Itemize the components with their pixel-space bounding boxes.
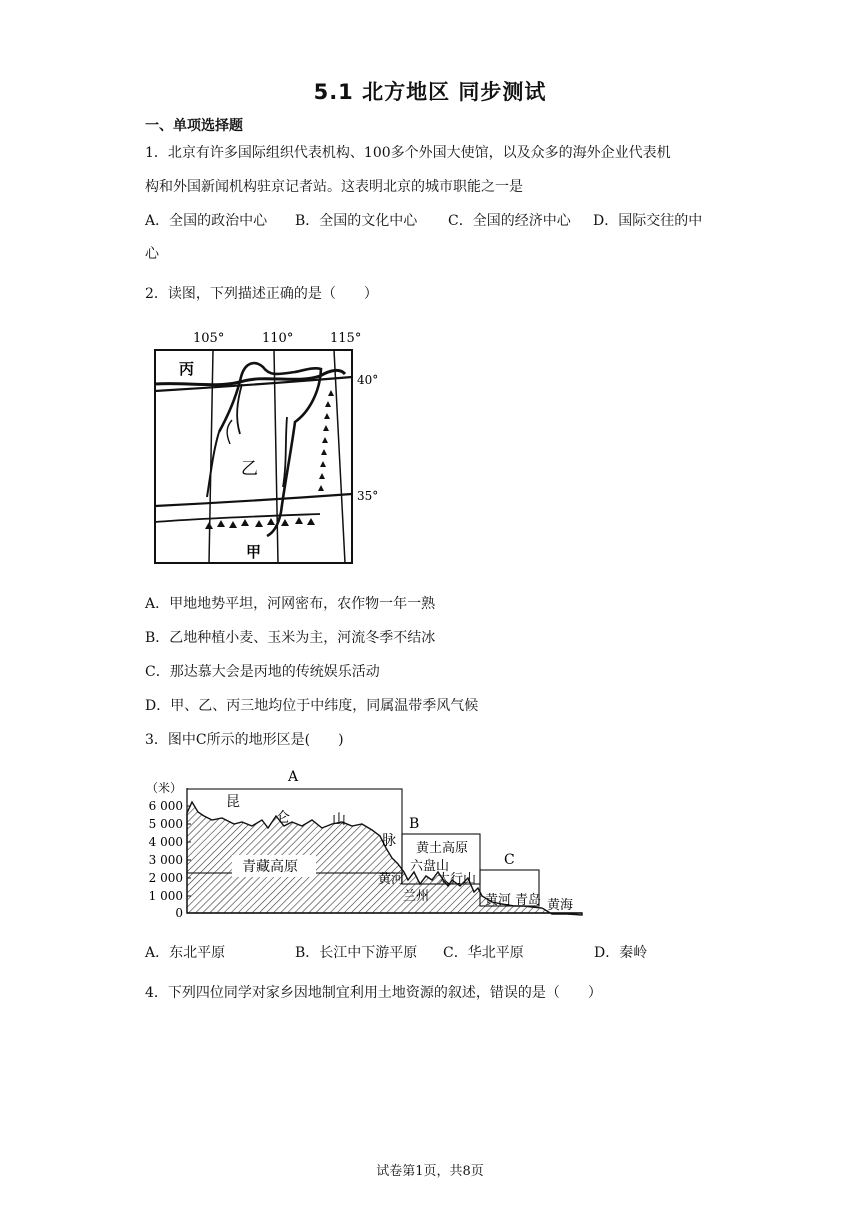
page-title: 5.1 北方地区 同步测试 [313, 80, 547, 104]
huanghai-label: 黄海 [547, 898, 574, 913]
q3-option-a[interactable]: A．东北平原 [145, 945, 226, 961]
page-footer: 试卷第1页，共8页 [376, 1164, 484, 1179]
qingzang-label: 青藏高原 [242, 859, 298, 875]
mai-label: 脉 [382, 833, 396, 849]
svg-text:2 000: 2 000 [148, 871, 183, 885]
taihang-label: 太行山 [437, 872, 477, 887]
q1-option-d-wrap: 心 [145, 246, 159, 262]
huangtu-label: 黄土高原 [416, 841, 469, 856]
y-tick-labels [149, 799, 183, 920]
q4-stem: 4．下列四位同学对家乡因地制宜利用土地资源的叙述，错误的是（ ） [145, 985, 602, 1001]
q1-option-b[interactable]: B．全国的文化中心 [295, 213, 418, 229]
q3-stem: 3．图中C所示的地形区是( ) [145, 732, 344, 748]
svg-text:1 000: 1 000 [148, 889, 183, 903]
qingdao-label: 青岛 [515, 893, 542, 908]
svg-text:6 000: 6 000 [148, 799, 183, 813]
q3-option-c[interactable]: C．华北平原 [443, 945, 524, 961]
lon-105-label: 105° [193, 331, 225, 346]
q2-map-figure [145, 322, 385, 570]
lon-110-label: 110° [262, 331, 294, 346]
huanghe-lower-label: 黄河 [485, 893, 512, 908]
y-unit-label: （米） [146, 781, 183, 795]
q2-stem: 2．读图，下列描述正确的是（ ） [145, 286, 378, 302]
q3-options [145, 942, 725, 962]
q1-option-d[interactable]: D．国际交往的中 [593, 213, 703, 229]
q3-profile-figure [142, 768, 587, 920]
map-frame [155, 350, 352, 563]
q2-option-a[interactable]: A．甲地地势平坦，河网密布，农作物一年一熟 [145, 596, 436, 612]
region-yi-label: 乙 [241, 459, 258, 479]
lat-40-label: 40° [357, 373, 379, 387]
box-b-label: B [409, 816, 420, 832]
section-heading: 一、单项选择题 [145, 118, 243, 134]
lon-115-label: 115° [330, 331, 362, 346]
liupan-label: 六盘山 [410, 859, 450, 874]
q2-option-c[interactable]: C．那达慕大会是丙地的传统娱乐活动 [145, 664, 380, 680]
q3-option-d[interactable]: D．秦岭 [594, 945, 648, 961]
q2-option-d[interactable]: D．甲、乙、丙三地均位于中纬度，同属温带季风气候 [145, 698, 479, 714]
huanghe-upper-label: 黄河 [378, 872, 405, 887]
region-jia-label: 甲 [246, 543, 262, 561]
lat-35-label: 35° [357, 489, 379, 503]
box-c-label: C [504, 852, 515, 868]
q1-stem-line2: 构和外国新闻机构驻京记者站。这表明北京的城市职能之一是 [145, 179, 523, 195]
q1-option-c[interactable]: C．全国的经济中心 [448, 213, 571, 229]
q1-option-a[interactable]: A．全国的政治中心 [145, 213, 268, 229]
box-a-label: A [288, 769, 299, 785]
lun-label: 仑 [276, 810, 290, 826]
shan-label: 山 [332, 812, 346, 828]
svg-text:4 000: 4 000 [148, 835, 183, 849]
svg-text:5 000: 5 000 [148, 817, 183, 831]
q1-stem-line1: 1．北京有许多国际组织代表机构、100多个外国大使馆，以及众多的海外企业代表机 [145, 145, 671, 161]
q3-option-b[interactable]: B．长江中下游平原 [295, 945, 418, 961]
svg-text:0: 0 [175, 906, 183, 920]
q2-option-b[interactable]: B．乙地种植小麦、玉米为主，河流冬季不结冰 [145, 630, 436, 646]
kun-label: 昆 [226, 794, 240, 810]
lanzhou-label: 兰州 [403, 889, 430, 904]
svg-text:3 000: 3 000 [148, 853, 183, 867]
q1-options [145, 210, 725, 230]
region-bing-label: 丙 [179, 360, 195, 378]
